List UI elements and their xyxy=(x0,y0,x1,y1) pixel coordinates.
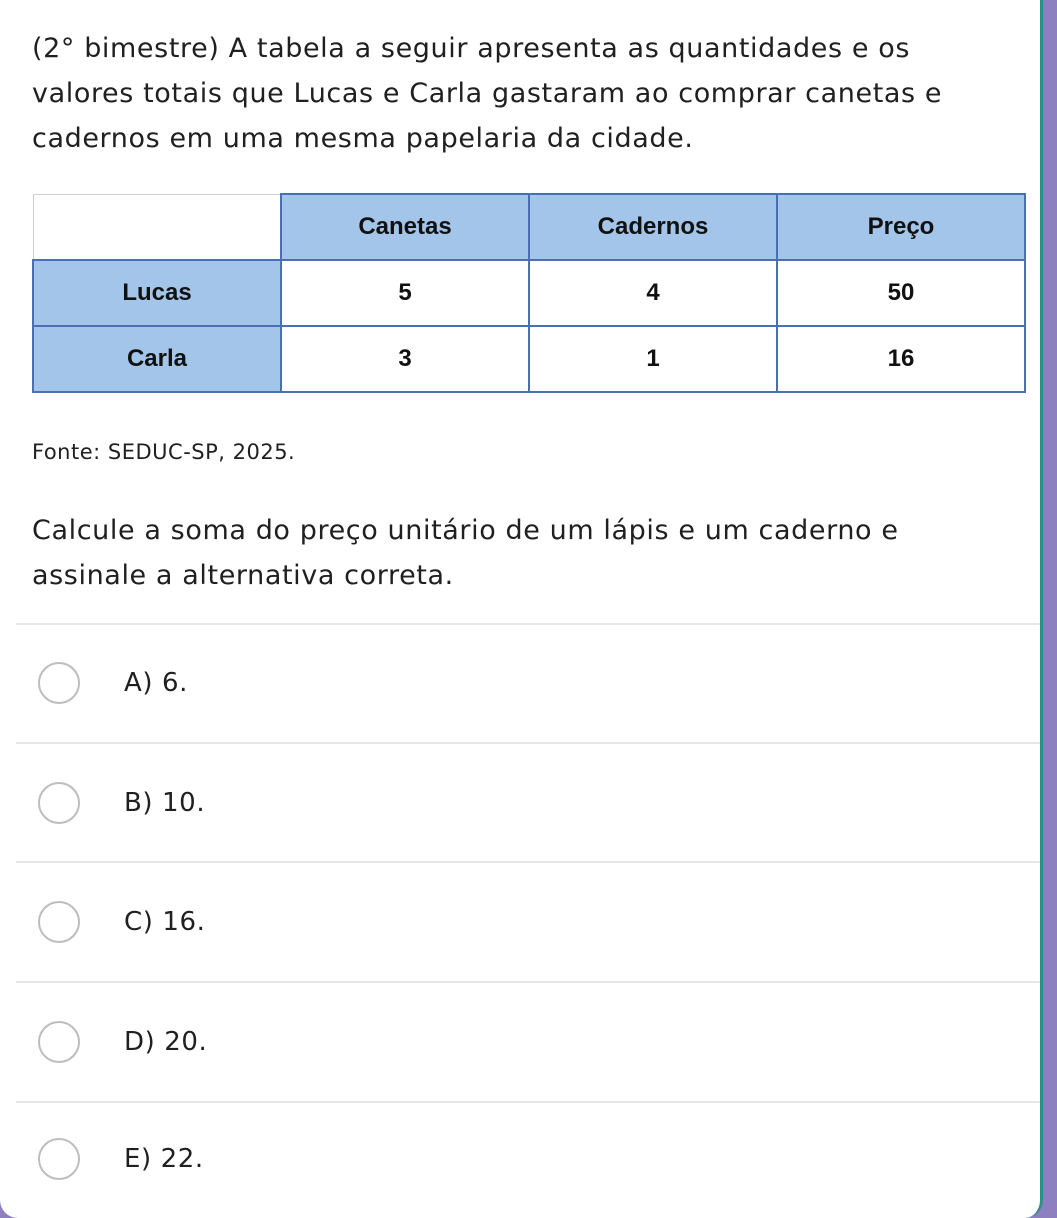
data-table xyxy=(32,193,1026,393)
option-b[interactable] xyxy=(16,744,1040,862)
column-header-canetas: Canetas xyxy=(281,194,529,260)
option-d[interactable] xyxy=(16,983,1040,1101)
option-e[interactable] xyxy=(16,1100,1040,1218)
instruction-text: Calcule a soma do preço unitário de um lápis e um caderno e assinale a alternativa correta. xyxy=(32,515,899,591)
table-cell: 16 xyxy=(777,326,1025,392)
radio-circle-icon[interactable] xyxy=(38,662,80,704)
table-header-row xyxy=(33,194,1025,260)
source-citation: Fonte: SEDUC-SP, 2025. xyxy=(32,440,296,464)
option-c[interactable] xyxy=(16,863,1040,981)
option-label: B) 10. xyxy=(124,788,206,818)
table-cell: 1 xyxy=(529,326,777,392)
option-label: C) 16. xyxy=(124,907,206,937)
table-row xyxy=(33,326,1025,392)
table-cell: 5 xyxy=(281,260,529,326)
radio-circle-icon[interactable] xyxy=(38,1138,80,1180)
radio-circle-icon[interactable] xyxy=(38,901,80,943)
question-text: (2° bimestre) A tabela a seguir apresenta as quantidades e os valores totais que Lucas e Carla gastaram ao comprar canetas e cadernos em uma mesma papelaria da cidade. xyxy=(32,33,943,154)
table-corner-cell xyxy=(33,194,281,260)
option-label: A) 6. xyxy=(124,668,189,698)
radio-circle-icon[interactable] xyxy=(38,782,80,824)
table-cell: 50 xyxy=(777,260,1025,326)
table-cell: 3 xyxy=(281,326,529,392)
option-label: D) 20. xyxy=(124,1027,208,1057)
column-header-preco: Preço xyxy=(777,194,1025,260)
table-cell: 4 xyxy=(529,260,777,326)
row-header-carla: Carla xyxy=(33,326,281,392)
option-label: E) 22. xyxy=(124,1144,204,1174)
table-row xyxy=(33,260,1025,326)
row-header-lucas: Lucas xyxy=(33,260,281,326)
column-header-cadernos: Cadernos xyxy=(529,194,777,260)
option-a[interactable] xyxy=(16,624,1040,742)
radio-circle-icon[interactable] xyxy=(38,1021,80,1063)
